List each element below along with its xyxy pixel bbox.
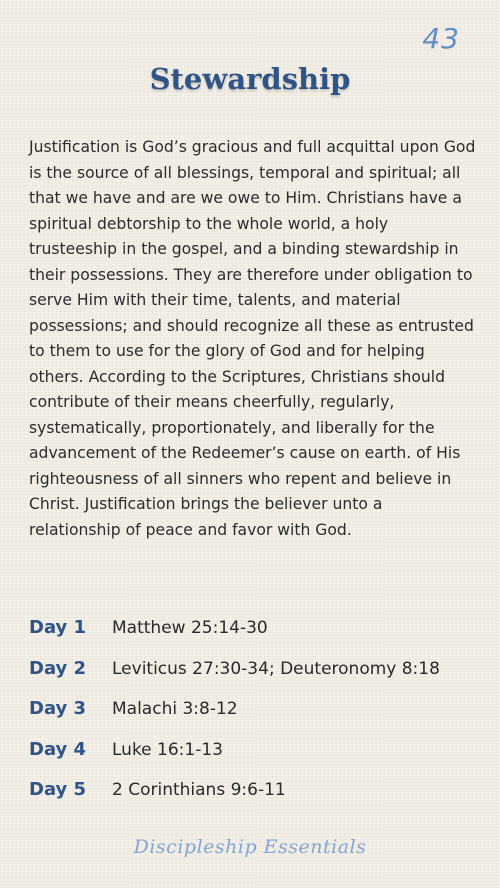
reading-day-label: Day 5 xyxy=(29,779,87,800)
reading-reference: Matthew 25:14-30 xyxy=(112,618,268,638)
reading-row-day-4 xyxy=(29,739,479,780)
reading-day-label: Day 1 xyxy=(29,617,87,638)
reading-day-label: Day 2 xyxy=(29,657,87,679)
reading-reference: 2 Corinthians 9:6-11 xyxy=(112,780,286,800)
page-number: 43 xyxy=(422,22,460,55)
body-paragraph: Justification is God’s gracious and full acquittal upon God is the source of all blessings, temporal and spiritual; all that we have and are we owe to Him. Christians have a spiritual debtorship to the whole world, a holy trusteeship in the gospel, and a binding stewardship in their possessions. They are therefore under obligation to serve Him with their time, talents, and material possessions; and should recognize all these as entrusted to them to use for the glory of God and for helping others. According to the Scriptures, Christians should contribute of their means cheerfully, regularly, systematically, proportionately, and liberally for the advancement of the Redeemer’s cause on earth. of His righteousness of all sinners who repent and believe in Christ. Justification brings the believer unto a relationship of peace and favor with God. xyxy=(29,138,476,539)
reading-day-label: Day 4 xyxy=(29,738,87,760)
reading-reference: Malachi 3:8-12 xyxy=(112,699,238,719)
footer-series-title: Discipleship Essentials xyxy=(133,836,367,858)
page-title: Stewardship xyxy=(149,62,351,96)
reading-row-day-5 xyxy=(29,779,479,820)
reading-plan xyxy=(29,617,479,820)
reading-row-day-2 xyxy=(29,658,479,699)
reading-day-label: Day 3 xyxy=(29,698,87,719)
reading-reference: Luke 16:1-13 xyxy=(112,739,223,760)
reading-row-day-3 xyxy=(29,698,479,739)
reading-row-day-1 xyxy=(29,617,479,658)
reading-reference: Leviticus 27:30-34; Deuteronomy 8:18 xyxy=(112,658,440,679)
